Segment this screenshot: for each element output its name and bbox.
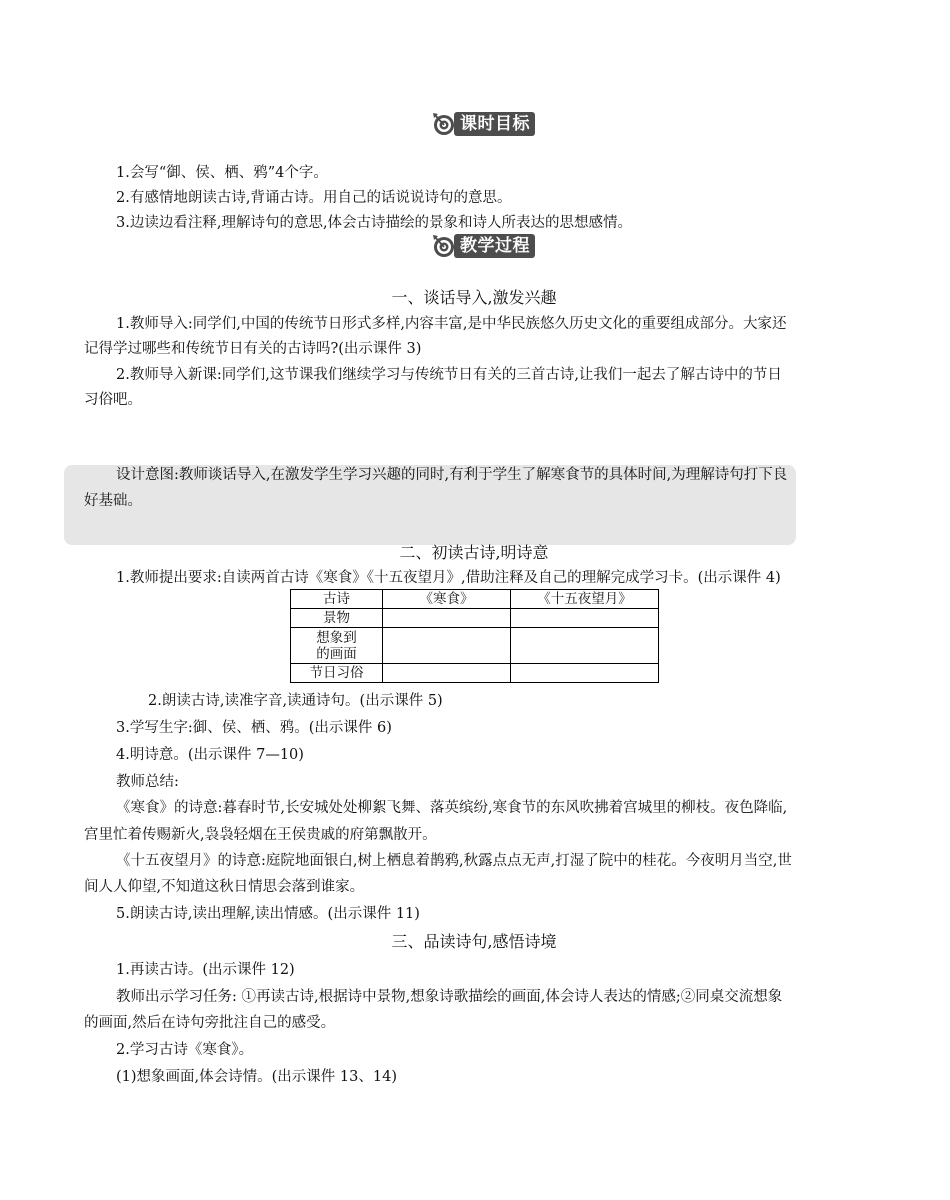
table-row-label-line: 想象到 <box>316 629 357 646</box>
sec3-p1: 1.再读古诗。(出示课件 12) <box>116 962 295 978</box>
study-card-table <box>290 589 659 683</box>
teacher-summary-label: 教师总结: <box>116 774 179 790</box>
table-cell-empty <box>383 628 511 664</box>
sec2-p1: 1.教师提出要求:自读两首古诗《寒食》《十五夜望月》,借助注释及自己的理解完成学习卡。(出示课件 4) <box>116 570 781 586</box>
sec2-p3: 3.学写生字:御、侯、栖、鸦。(出示课件 6) <box>116 720 392 736</box>
table-cell-empty <box>383 609 511 628</box>
sec1-p1-line1: 1.教师导入:同学们,中国的传统节日形式多样,内容丰富,是中华民族悠久历史文化的重要组成部分。大家还 <box>116 316 787 332</box>
objectives-banner-label: 课时目标 <box>454 112 535 136</box>
sec1-p2-line2: 习俗吧。 <box>84 392 142 408</box>
design-intent-line1: 设计意图:教师谈话导入,在激发学生学习兴趣的同时,有利于学生了解寒食节的具体时间,为理解诗句打下良 <box>116 467 788 483</box>
hanshi-meaning-line1: 《寒食》的诗意:暮春时节,长安城处处柳絮飞舞、落英缤纷,寒食节的东风吹拂着宫城里的柳枝。夜色降临, <box>116 800 788 816</box>
shiwu-meaning-line2: 间人人仰望,不知道这秋日情思会落到谁家。 <box>84 879 365 895</box>
design-intent-line2: 好基础。 <box>84 493 142 509</box>
table-header-cell: 古诗 <box>291 590 383 609</box>
table-row-label: 节日习俗 <box>291 664 383 683</box>
objective-2: 2.有感情地朗读古诗,背诵古诗。用自己的话说说诗句的意思。 <box>116 190 512 206</box>
section-3-title: 三、品读诗句,感悟诗境 <box>391 932 557 951</box>
section-1-title: 一、谈话导入,激发兴趣 <box>391 288 557 307</box>
target-icon <box>432 234 456 258</box>
sec2-p5: 5.朗读古诗,读出理解,读出情感。(出示课件 11) <box>116 906 420 922</box>
sec3-task-line1: 教师出示学习任务: ①再读古诗,根据诗中景物,想象诗歌描绘的画面,体会诗人表达的情感;②同桌交流想象 <box>116 989 783 1005</box>
process-banner <box>432 233 535 259</box>
target-icon <box>432 112 456 136</box>
objective-3: 3.边读边看注释,理解诗句的意思,体会古诗描绘的景象和诗人所表达的思想感情。 <box>116 215 633 231</box>
sec2-p4: 4.明诗意。(出示课件 7—10) <box>116 747 304 763</box>
section-2-title: 二、初读古诗,明诗意 <box>399 543 549 562</box>
sec3-p2: 2.学习古诗《寒食》。 <box>116 1042 254 1058</box>
table-row-label: 景物 <box>291 609 383 628</box>
table-cell-empty <box>511 609 659 628</box>
objective-1: 1.会写“御、侯、栖、鸦”4个字。 <box>116 165 328 181</box>
table-header-cell: 《寒食》 <box>383 590 511 609</box>
table-cell-empty <box>511 628 659 664</box>
sec1-p1-line2: 记得学过哪些和传统节日有关的古诗吗?(出示课件 3) <box>84 341 422 357</box>
shiwu-meaning-line1: 《十五夜望月》的诗意:庭院地面银白,树上栖息着鹊鸦,秋露点点无声,打湿了院中的桂花。今夜明月当空,世 <box>116 853 792 869</box>
sec1-p2-line1: 2.教师导入新课:同学们,这节课我们继续学习与传统节日有关的三首古诗,让我们一起去了解古诗中的节日 <box>116 367 782 383</box>
table-row-label <box>291 628 383 664</box>
hanshi-meaning-line2: 宫里忙着传赐新火,袅袅轻烟在王侯贵戚的府第飘散开。 <box>84 827 437 843</box>
table-row-label-line: 的画面 <box>316 645 357 662</box>
table-cell-empty <box>383 664 511 683</box>
table-header-cell: 《十五夜望月》 <box>511 590 659 609</box>
table-cell-empty <box>511 664 659 683</box>
sec2-p2: 2.朗读古诗,读准字音,读通诗句。(出示课件 5) <box>148 693 443 709</box>
objectives-banner <box>432 111 535 137</box>
sec3-task-line2: 的画面,然后在诗句旁批注自己的感受。 <box>84 1015 336 1031</box>
process-banner-label: 教学过程 <box>454 234 535 258</box>
sec3-p3: (1)想象画面,体会诗情。(出示课件 13、14) <box>116 1069 397 1085</box>
